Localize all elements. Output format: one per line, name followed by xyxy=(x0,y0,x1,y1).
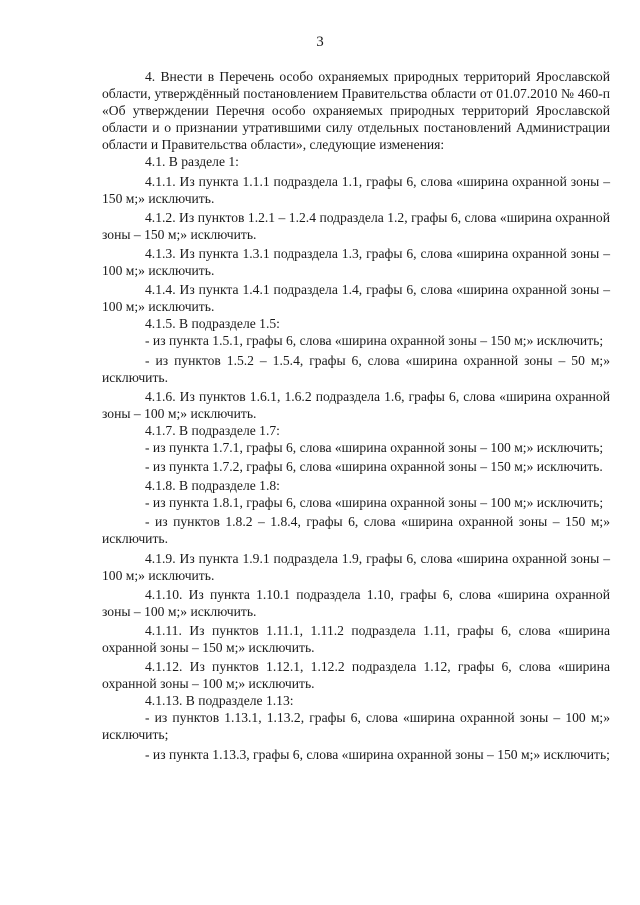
paragraph-4-1-3: 4.1.3. Из пункта 1.3.1 подраздела 1.3, графы 6, слова «ширина охранной зоны – 100 м;» исключить. xyxy=(102,245,610,279)
list-item: - из пункта 1.13.3, графы 6, слова «ширина охранной зоны – 150 м;» исключить; xyxy=(145,746,610,762)
paragraph-4-1: 4.1. В разделе 1: xyxy=(145,154,239,170)
list-item: - из пункта 1.7.2, графы 6, слова «ширина охранной зоны – 150 м;» исключить. xyxy=(145,459,603,475)
document-body xyxy=(102,68,610,763)
list-item: - из пунктов 1.8.2 – 1.8.4, графы 6, слова «ширина охранной зоны – 150 м;» исключить. xyxy=(102,514,610,547)
list-item: - из пункта 1.8.1, графы 6, слова «ширина охранной зоны – 100 м;» исключить; xyxy=(145,495,604,511)
list-item: - из пунктов 1.13.1, 1.13.2, графы 6, слова «ширина охранной зоны – 100 м;» исключить; xyxy=(102,710,610,743)
paragraph-4-1-5: 4.1.5. В подразделе 1.5: xyxy=(145,316,280,332)
paragraph-4-1-9: 4.1.9. Из пункта 1.9.1 подраздела 1.9, графы 6, слова «ширина охранной зоны – 100 м;» исключить. xyxy=(102,550,610,583)
list-item: - из пункта 1.7.1, графы 6, слова «ширина охранной зоны – 100 м;» исключить; xyxy=(145,439,604,455)
paragraph-intro: 4. Внести в Перечень особо охраняемых природных территорий Ярославской области, утверждённый постановлением Правительства области от 01.07.2010 № 460-п «Об утверждении Перечня особо охраняемых природных территорий Ярославской области и о признании утратившими силу отдельных постановлений Администрации области и Правительства области», следующие изменения: xyxy=(102,69,610,153)
paragraph-4-1-6: 4.1.6. Из пунктов 1.6.1, 1.6.2 подраздела 1.6, графы 6, слова «ширина охранной зоны – 100 м;» исключить. xyxy=(102,388,610,421)
paragraph-4-1-13: 4.1.13. В подразделе 1.13: xyxy=(145,693,294,709)
paragraph-4-1-12: 4.1.12. Из пунктов 1.12.1, 1.12.2 подраздела 1.12, графы 6, слова «ширина охранной зоны – 100 м;» исключить. xyxy=(102,659,610,692)
page-number: 3 xyxy=(316,34,324,50)
paragraph-4-1-10: 4.1.10. Из пункта 1.10.1 подраздела 1.10, графы 6, слова «ширина охранной зоны – 100 м;» исключить. xyxy=(102,586,610,619)
paragraph-4-1-4: 4.1.4. Из пункта 1.4.1 подраздела 1.4, графы 6, слова «ширина охранной зоны – 100 м;» исключить. xyxy=(102,282,610,315)
paragraph-4-1-2: 4.1.2. Из пунктов 1.2.1 – 1.2.4 подраздела 1.2, графы 6, слова «ширина охранной зоны – 150 м;» исключить. xyxy=(102,209,610,242)
paragraph-4-1-8: 4.1.8. В подразделе 1.8: xyxy=(145,478,280,494)
list-item: - из пунктов 1.5.2 – 1.5.4, графы 6, слова «ширина охранной зоны – 50 м;» исключить. xyxy=(102,352,610,385)
paragraph-4-1-1: 4.1.1. Из пункта 1.1.1 подраздела 1.1, графы 6, слова «ширина охранной зоны – 150 м;» исключить. xyxy=(102,173,610,206)
list-item: - из пункта 1.5.1, графы 6, слова «ширина охранной зоны – 150 м;» исключить; xyxy=(145,333,604,349)
paragraph-4-1-11: 4.1.11. Из пунктов 1.11.1, 1.11.2 подраздела 1.11, графы 6, слова «ширина охранной зоны – 150 м;» исключить. xyxy=(102,622,610,655)
paragraph-4-1-7: 4.1.7. В подразделе 1.7: xyxy=(145,422,280,438)
